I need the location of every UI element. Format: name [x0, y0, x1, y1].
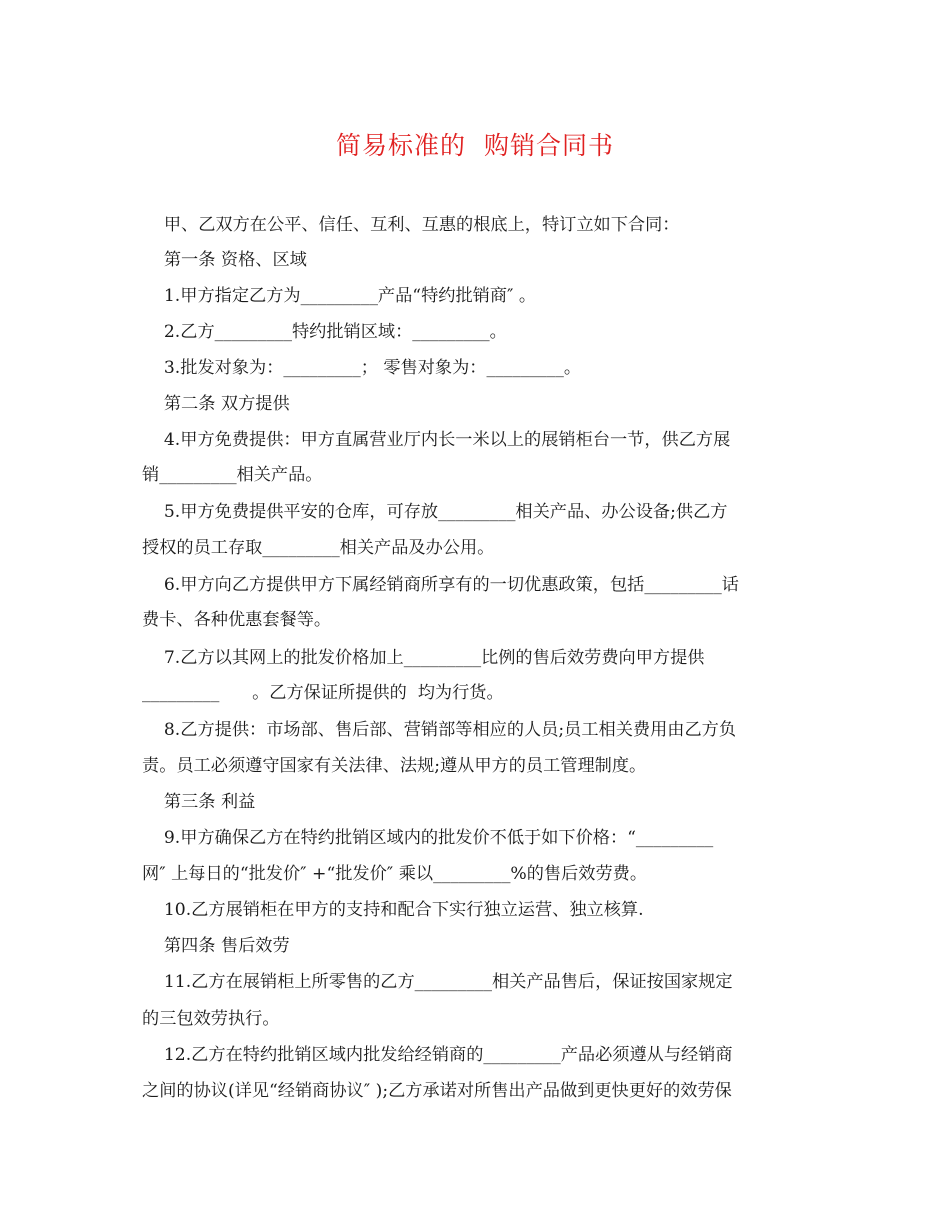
body-line: 的三包效劳执行。 — [142, 1009, 280, 1029]
body-line: 9.甲方确保乙方在特约批销区域内的批发价不低于如下价格：“_________ — [142, 828, 714, 848]
body-line: 销_________相关产品。 — [142, 465, 323, 485]
body-line: 5.甲方免费提供平安的仓库，可存放_________相关产品、办公设备;供乙方 — [142, 502, 728, 522]
body-line: 10.乙方展销柜在甲方的支持和配合下实行独立运营、独立核算. — [142, 900, 644, 920]
body-line: 12.乙方在特约批销区域内批发给经销商的_________产品必须遵从与经销商 — [142, 1045, 733, 1065]
body-line: 8.乙方提供：市场部、售后部、营销部等相应的人员;员工相关费用由乙方负 — [142, 720, 737, 740]
body-line: 甲、乙双方在公平、信任、互利、互惠的根底上，特订立如下合同： — [142, 215, 680, 235]
body-line: 2.乙方_________特约批销区域：_________。 — [142, 322, 507, 342]
body-line: 3.批发对象为：_________； 零售对象为：_________。 — [142, 358, 582, 378]
body-line: 费卡、各种优惠套餐等。 — [142, 610, 332, 630]
section-heading: 第一条 资格、区域 — [142, 250, 307, 270]
section-heading: 第二条 双方提供 — [142, 394, 290, 414]
body-line: 之间的协议(详见“经销商协议″ );乙方承诺对所售出产品做到更快更好的效劳保 — [142, 1081, 732, 1101]
body-line: 11.乙方在展销柜上所零售的乙方_________相关产品售后，保证按国家规定 — [142, 972, 733, 992]
body-line: 7.乙方以其网上的批发价格加上_________比例的售后效劳费向甲方提供 — [142, 648, 705, 668]
body-line: 网″ 上每日的“批发价″ +“批发价″ 乘以_________%的售后效劳费。 — [142, 864, 648, 884]
body-line: 4.甲方免费提供：甲方直属营业厅内长一米以上的展销柜台一节，供乙方展 — [142, 430, 731, 450]
section-heading: 第三条 利益 — [142, 792, 256, 812]
document-title: 简易标准的 购销合同书 — [336, 131, 614, 160]
body-line: 6.甲方向乙方提供甲方下属经销商所享有的一切优惠政策，包括_________话 — [142, 575, 739, 595]
body-line: 1.甲方指定乙方为_________产品“特约批销商″ 。 — [142, 286, 537, 306]
body-line: 责。员工必须遵守国家有关法律、法规;遵从甲方的员工管理制度。 — [142, 756, 647, 776]
body-line: 授权的员工存取_________相关产品及办公用。 — [142, 538, 495, 558]
section-heading: 第四条 售后效劳 — [142, 936, 290, 956]
body-line: _________ 。乙方保证所提供的 均为行货。 — [142, 683, 504, 703]
